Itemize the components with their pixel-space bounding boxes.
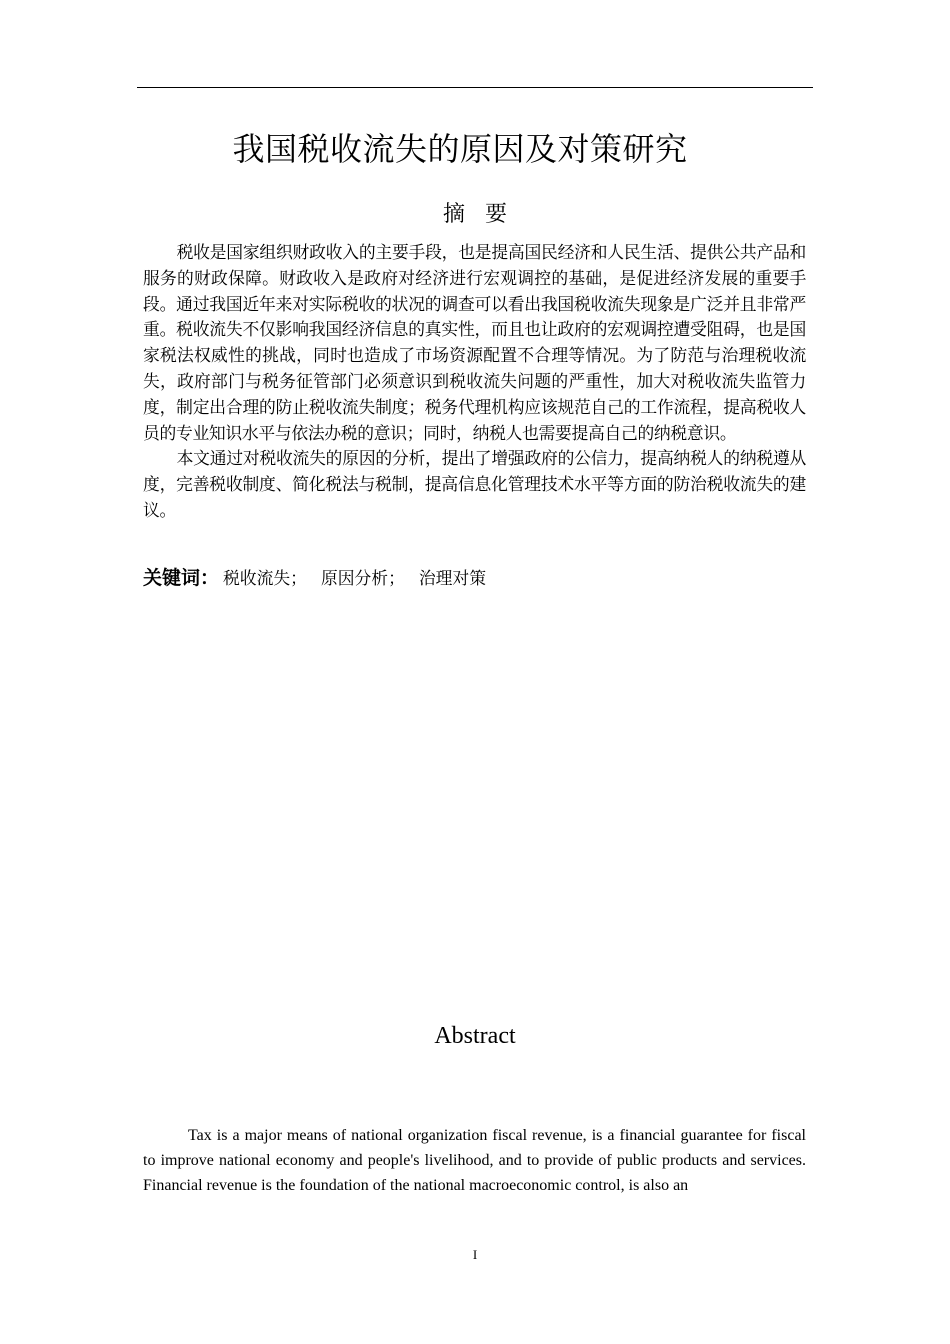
keywords-line bbox=[143, 563, 806, 593]
keyword-item: 原因分析； bbox=[320, 568, 405, 588]
abstract-cn-paragraph: 税收是国家组织财政收入的主要手段，也是提高国民经济和人民生活、提供公共产品和服务的财政保障。财政收入是政府对经济进行宏观调控的基础，是促进经济发展的重要手段。通过我国近年来对实际税收的状况的调查可以看出我国税收流失现象是广泛并且非常严重。税收流失不仅影响我国经济信息的真实性，而且也让政府的宏观调控遭受阻碍，也是国家税法权威性的挑战，同时也造成了市场资源配置不合理等情况。为了防范与治理税收流失，政府部门与税务征管部门必须意识到税收流失问题的严重性，加大对税收流失监管力度，制定出合理的防止税收流失制度；税务代理机构应该规范自己的工作流程，提高税收人员的专业知识水平与依法办税的意识；同时，纳税人也需要提高自己的纳税意识。 bbox=[143, 242, 806, 443]
page-number: I bbox=[472, 1247, 478, 1262]
abstract-en-paragraph: Tax is a major means of national organization fiscal revenue, is a financial guarantee for fiscal to improve national economy and people's livelihood, and to provide of public products and services. Financial revenue is the foundation of the national macroeconomic control, is also an bbox=[143, 1127, 806, 1194]
abstract-cn-heading: 摘要 bbox=[442, 202, 527, 227]
keywords-label: 关键词： bbox=[143, 567, 220, 589]
abstract-en-heading: Abstract bbox=[434, 1023, 516, 1049]
header-rule bbox=[137, 87, 813, 88]
abstract-cn-body bbox=[143, 240, 806, 524]
abstract-cn-paragraph: 本文通过对税收流失的原因的分析，提出了增强政府的公信力，提高纳税人的纳税遵从度，完善税收制度、简化税法与税制，提高信息化管理技术水平等方面的防治税收流失的建议。 bbox=[143, 448, 806, 520]
abstract-en-body bbox=[143, 1123, 806, 1198]
paper-title: 我国税收流失的原因及对策研究 bbox=[232, 130, 688, 168]
keyword-item: 治理对策 bbox=[418, 568, 486, 588]
keyword-item: 税收流失； bbox=[223, 568, 307, 588]
